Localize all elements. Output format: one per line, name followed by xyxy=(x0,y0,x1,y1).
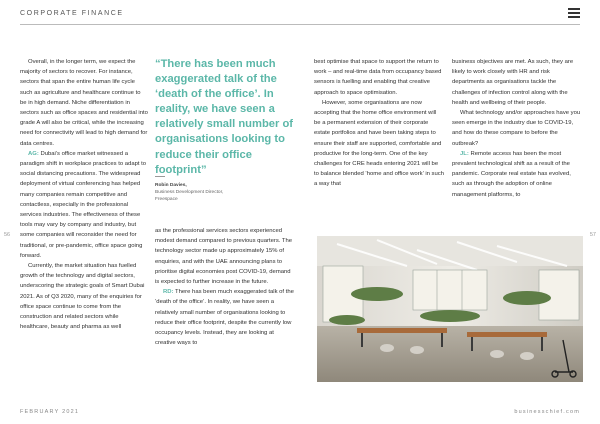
attribution-name: Robin Davies, xyxy=(155,183,187,188)
header-divider xyxy=(20,24,580,25)
paragraph-text: Dubai’s office market witnessed a paradigm shift in workplace practices to adapt to social distancing precautions. The widespread deployment of virtual conferencing has helped many companies remain competitive and contactless, especially in the professional services industries. The effectiveness of these tools may vary by company and industry, but some companies will reconsider the need for traditional, or pre-pandemic, office space going forward. xyxy=(20,150,147,259)
speaker-initials: RD: xyxy=(163,289,174,296)
footer-date: FEBRUARY 2021 xyxy=(20,409,80,415)
paragraph-text: There has been much exaggerated talk of the ‘death of the office’. In reality, we have seen a relatively small number of organisations looking to reduce their office footprint, despite the currently low occupancy levels. Instead, they are looking at creative ways to xyxy=(155,289,294,347)
paragraph: Overall, in the longer term, we expect the majority of sectors to recover. For instance, sectors that span the entire human life cycle such as agriculture and healthcare continue to be in high demand. Niche differentiation in sectors such as office spaces and residential into grade A will also be critical, while the increasing need for connectivity will lead to high demand for data centres. xyxy=(20,59,148,147)
page-number-right: 57 xyxy=(589,232,596,238)
paragraph xyxy=(452,149,583,200)
column-2 xyxy=(155,226,295,348)
paragraph: business objectives are met. As such, they are likely to work closely with HR and risk departments as organisations tackle the challenges of infection control along with the health and wellbeing of their people. xyxy=(452,59,574,106)
speaker-initials: JL: xyxy=(460,150,469,157)
paragraph xyxy=(20,149,148,261)
quote-attribution xyxy=(155,182,223,203)
paragraph-text: Remote access has been the most prevalent technological shift as a result of the pandemic. Corporate real estate has evolved, such as through the adoption of online management platforms, to xyxy=(452,150,571,198)
footer-website[interactable]: businesschief.com xyxy=(514,409,580,415)
column-3 xyxy=(314,57,444,190)
column-4 xyxy=(452,57,583,200)
paragraph: Currently, the market situation has fuelled growth of the technology and digital sectors, underscoring the strategic goals of Smart Dubai 2021. As of Q3 2020, many of the enquiries for office space continue to come from the construction and related sectors while healthcare, beauty and pharma as well xyxy=(20,263,145,331)
column-1 xyxy=(20,57,148,332)
office-interior-photo xyxy=(317,236,583,382)
pull-quote: “There has been much exaggerated talk of the ‘death of the office’. In reality, we have seen a relatively small number of organisations looking to reduce their office footprint” xyxy=(155,58,294,176)
speaker-initials: AG: xyxy=(28,150,39,157)
question: What technology and/or approaches have you seen emerge in the industry due to COVID-19, and how do these compare to before the outbreak? xyxy=(452,110,581,147)
section-header: CORPORATE FINANCE xyxy=(20,10,124,17)
paragraph: best optimise that space to support the return to work – and real-time data from occupancy based sensors is fuelling and enabling that creative approach to space optimisation. xyxy=(314,59,442,96)
paragraph: However, some organisations are now accepting that the home office environment will be a permanent extension of their corporate estate portfolios and have been taking steps to ensure their staff are supported, comfortable and productive for the long-term. One of the key challenges for CRE heads entering 2021 will be to balance blended ‘home and office work’ in such a way that xyxy=(314,99,445,188)
menu-icon[interactable] xyxy=(568,8,580,18)
attribution-company: Freespace xyxy=(155,197,178,202)
attribution-role: Business Development Director, xyxy=(155,190,224,195)
paragraph: as the professional services sectors experienced modest demand compared to previous quarters. The technology sector made up approximately 15% of enquiries, and with the UAE announcing plans to prioritise digital economies post COVID-19, demand is expected to further increase in the future. xyxy=(155,228,293,286)
paragraph xyxy=(155,287,295,348)
page-number-left: 56 xyxy=(4,232,11,238)
quote-divider xyxy=(155,176,165,177)
